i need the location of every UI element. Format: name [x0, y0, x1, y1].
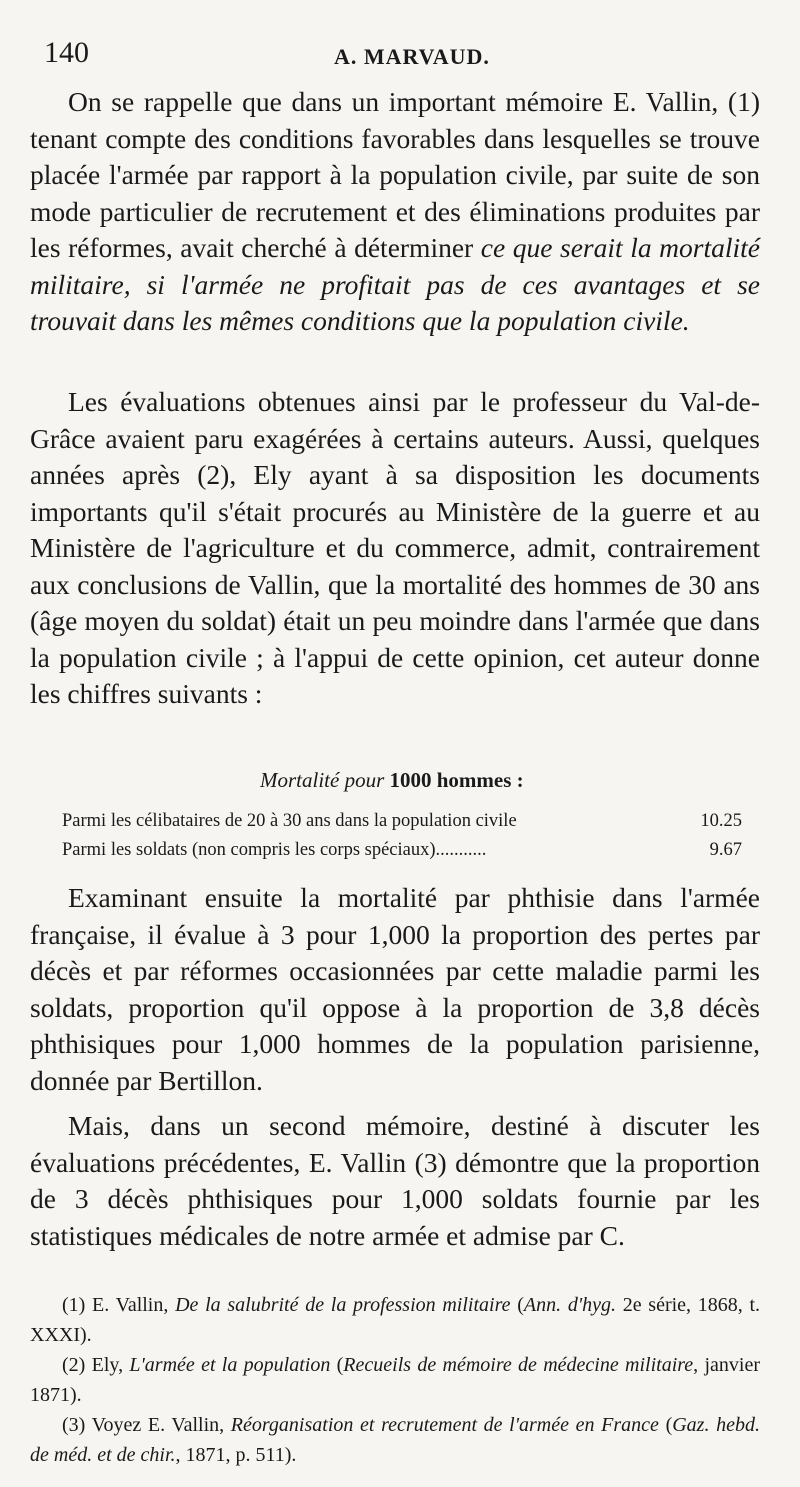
paragraph-1-italic: ce que serait la mortalité militaire, si l'armée ne profitait pas de ces avantages et se trouvait dans les mêmes conditions que la population civile.	[30, 232, 760, 336]
footnote-2-author: (2) Ely,	[62, 1354, 130, 1376]
footnote-2-details: , janvier 1871).	[30, 1354, 760, 1406]
paragraph-1-text: On se rappelle que dans un important mémoire E. Vallin, (1) tenant compte des conditions favorables dans lesquelles se trouve placée l'armée par rapport à la population civile, par suite de son mode particulier de recrutement et des éliminations produites par les réformes, avait cherché à déterminer	[30, 86, 760, 263]
footnote-1-author: (1) E. Vallin,	[62, 1294, 176, 1316]
running-title: A. MARVAUD.	[334, 44, 490, 69]
paragraph-1	[30, 84, 760, 340]
footnote-3-author: (3) Voyez E. Vallin,	[62, 1414, 231, 1436]
running-header	[44, 36, 756, 76]
paragraph-2-text: Les évaluations obtenues ainsi par le professeur du Val-de-Grâce avaient paru exagérées à certains auteurs. Aussi, quelques années après (2), Ely ayant à sa disposition les documents importants qu'il s'était procurés au Ministère de la guerre et au Ministère de l'agriculture et du commerce, admit, contrairement aux conclusions de Vallin, que la mortalité des hommes de 30 ans (âge moyen du soldat) était un peu moindre dans l'armée que dans la population civile ; à l'appui de cette opinion, cet auteur donne les chiffres suivants :	[30, 386, 760, 709]
table-row-label: Parmi les soldats (non compris les corps spéciaux)...........	[62, 840, 487, 860]
page-number: 140	[44, 36, 89, 69]
footnote-3-source: Gaz. hebd. de méd. et de chir.	[30, 1414, 760, 1466]
footnote-2-paren: (	[330, 1354, 344, 1376]
footnote-2-source: Recueils de mémoire de médecine militaire	[343, 1354, 694, 1376]
paragraph-3-text: Examinant ensuite la mortalité par phthisie dans l'armée française, il évalue à 3 pour 1,000 la proportion des pertes par décès et par réformes occasionnées par cette maladie parmi les soldats, proportion qu'il oppose à la proportion de 3,8 décès phthisiques pour 1,000 hommes de la population parisienne, donnée par Bertillon.	[30, 882, 760, 1096]
footnote-1-paren: (	[510, 1294, 524, 1316]
paragraph-3	[30, 880, 760, 1099]
footnote-3-details: , 1871, p. 511).	[175, 1444, 297, 1466]
table-caption-bold: 1000 hommes :	[389, 768, 524, 792]
table-row-value: 9.67	[709, 840, 742, 860]
table-caption	[260, 768, 524, 793]
footnote-1-title: De la salubrité de la profession militaire	[175, 1294, 511, 1316]
table-caption-italic: Mortalité pour	[260, 768, 385, 792]
footnote-3	[30, 1410, 760, 1470]
footnote-3-title: Réorganisation et recrutement de l'armée en France	[230, 1414, 659, 1436]
footnote-1	[30, 1290, 760, 1350]
table-row-value: 10.25	[700, 811, 742, 831]
footnote-1-source: Ann. d'hyg.	[523, 1294, 616, 1316]
table-row-label: Parmi les célibataires de 20 à 30 ans dans la population civile	[62, 811, 517, 831]
footnotes	[30, 1290, 760, 1470]
footnote-1-details: 2e série, 1868, t. XXXI).	[30, 1294, 761, 1346]
table-row	[62, 840, 742, 864]
footnote-2	[30, 1350, 760, 1410]
footnote-3-paren: (	[658, 1414, 673, 1436]
paragraph-4-text: Mais, dans un second mémoire, destiné à discuter les évaluations précédentes, E. Vallin (3) démontre que la proportion de 3 décès phthisiques pour 1,000 soldats fournie par les statistiques médicales de notre armée et admise par C.	[30, 1110, 760, 1251]
table-row	[62, 811, 742, 835]
paragraph-2	[30, 384, 760, 713]
paragraph-4	[30, 1108, 760, 1254]
footnote-2-title: L'armée et la population	[129, 1354, 331, 1376]
